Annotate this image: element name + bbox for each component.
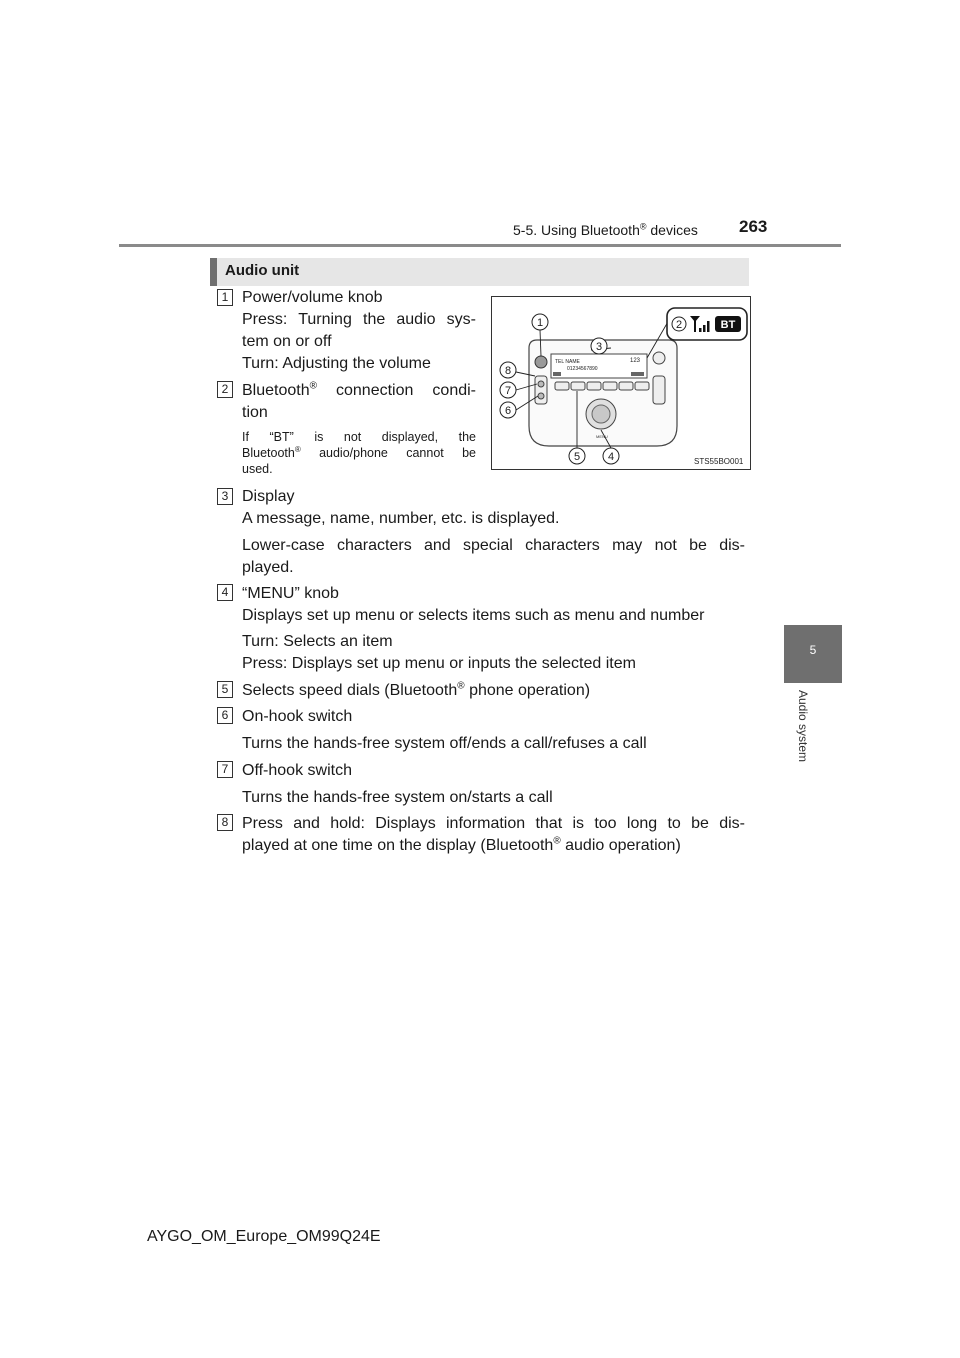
item-3-text: played. — [242, 559, 294, 576]
item-2-note-b: audio/phone cannot be — [300, 446, 476, 460]
signal-bar — [699, 328, 702, 332]
callout-2: 2 — [675, 319, 683, 331]
item-number-3: 3 — [217, 488, 233, 505]
item-2-title-cont: tion — [242, 404, 268, 421]
item-2-note-a: Bluetooth — [242, 446, 295, 460]
item-4-text: Displays set up menu or selects items such as menu and number — [242, 607, 705, 624]
item-5-title — [242, 680, 590, 702]
item-3-text: A message, name, number, etc. is displayed. — [242, 510, 560, 527]
header-rule — [119, 244, 841, 247]
antenna-mast — [694, 320, 696, 332]
diagram-code: STS55BO001 — [694, 457, 744, 466]
screen-line-1: TEL NAME — [555, 359, 580, 365]
item-number-6: 6 — [217, 707, 233, 724]
preset-button — [635, 382, 649, 390]
chapter-number: 5 — [809, 643, 817, 657]
registered-mark: ® — [553, 835, 561, 847]
item-1-text: tem on or off — [242, 333, 332, 350]
menu-knob-center — [592, 405, 610, 423]
item-4-title: “MENU” knob — [242, 585, 339, 602]
item-number-8: 8 — [217, 814, 233, 831]
screen-indicator — [553, 372, 561, 376]
section-header-text: 5-5. Using Bluetooth — [513, 222, 640, 238]
callout-1: 1 — [536, 317, 544, 329]
callout-8: 8 — [504, 365, 512, 377]
callout-5: 5 — [573, 451, 581, 463]
item-2-title — [242, 380, 476, 402]
item-8-text-b: audio operation) — [560, 837, 681, 854]
item-number-5: 5 — [217, 681, 233, 698]
section-header-tail: devices — [646, 222, 698, 238]
item-1-text: Turn: Adjusting the volume — [242, 355, 431, 372]
item-3-text: Lower-case characters and special characters may not be dis- — [242, 537, 745, 554]
hook-switches — [535, 376, 547, 404]
item-7-title: Off-hook switch — [242, 762, 352, 779]
item-number-4: 4 — [217, 584, 233, 601]
item-8-text — [242, 835, 681, 857]
item-number-7: 7 — [217, 761, 233, 778]
audio-unit-diagram — [491, 296, 751, 470]
registered-mark: ® — [457, 680, 465, 692]
menu-knob-label: MENU — [596, 434, 608, 439]
item-number-1: 1 — [217, 289, 233, 306]
preset-button — [571, 382, 585, 390]
preset-button — [603, 382, 617, 390]
callout-7: 7 — [504, 385, 512, 397]
item-2-title-b: connection condi- — [316, 382, 476, 399]
item-1-text: Press: Turning the audio sys- — [242, 311, 476, 328]
right-switches — [653, 376, 665, 404]
item-4-text: Turn: Selects an item — [242, 633, 393, 650]
screen-badge: 123 — [630, 358, 641, 364]
item-8-text: Press and hold: Displays information that is too long to be dis- — [242, 815, 745, 832]
item-1-title: Power/volume knob — [242, 289, 383, 306]
power-knob-icon — [535, 356, 547, 368]
item-4-text: Press: Displays set up menu or inputs the selected item — [242, 655, 636, 672]
registered-mark: ® — [639, 221, 647, 232]
item-2-title-a: Bluetooth — [242, 382, 310, 399]
bt-badge-label: BT — [720, 319, 736, 331]
item-6-text: Turns the hands-free system off/ends a call/refuses a call — [242, 735, 647, 752]
screen-line-2: 01234567890 — [567, 366, 598, 372]
item-2-note — [242, 446, 476, 461]
item-7-text: Turns the hands-free system on/starts a call — [242, 789, 553, 806]
registered-mark: ® — [294, 444, 301, 454]
callout-6: 6 — [504, 405, 512, 417]
document-id: AYGO_OM_Europe_OM99Q24E — [147, 1228, 381, 1245]
section-title: Audio unit — [225, 262, 300, 279]
mode-button-icon — [653, 352, 665, 364]
item-2-note: used. — [242, 462, 273, 476]
item-number-2: 2 — [217, 381, 233, 398]
preset-button — [619, 382, 633, 390]
item-3-title: Display — [242, 488, 295, 505]
on-hook-switch-icon — [538, 393, 544, 399]
section-header — [513, 222, 698, 238]
item-6-title: On-hook switch — [242, 708, 353, 725]
callout-3: 3 — [595, 341, 603, 353]
page-number: 263 — [739, 217, 768, 236]
off-hook-switch-icon — [538, 381, 544, 387]
signal-bar — [707, 321, 710, 332]
screen-indicator — [631, 372, 644, 376]
signal-bar — [703, 325, 706, 332]
item-5-title-b: phone operation) — [464, 682, 591, 699]
preset-button — [555, 382, 569, 390]
preset-button — [587, 382, 601, 390]
item-2-note: If “BT” is not displayed, the — [242, 430, 476, 444]
chapter-title: Audio system — [796, 690, 810, 763]
registered-mark: ® — [309, 380, 317, 392]
item-8-text-a: played at one time on the display (Bluetooth — [242, 837, 554, 854]
item-5-title-a: Selects speed dials (Bluetooth — [242, 682, 458, 699]
callout-4: 4 — [607, 451, 615, 463]
